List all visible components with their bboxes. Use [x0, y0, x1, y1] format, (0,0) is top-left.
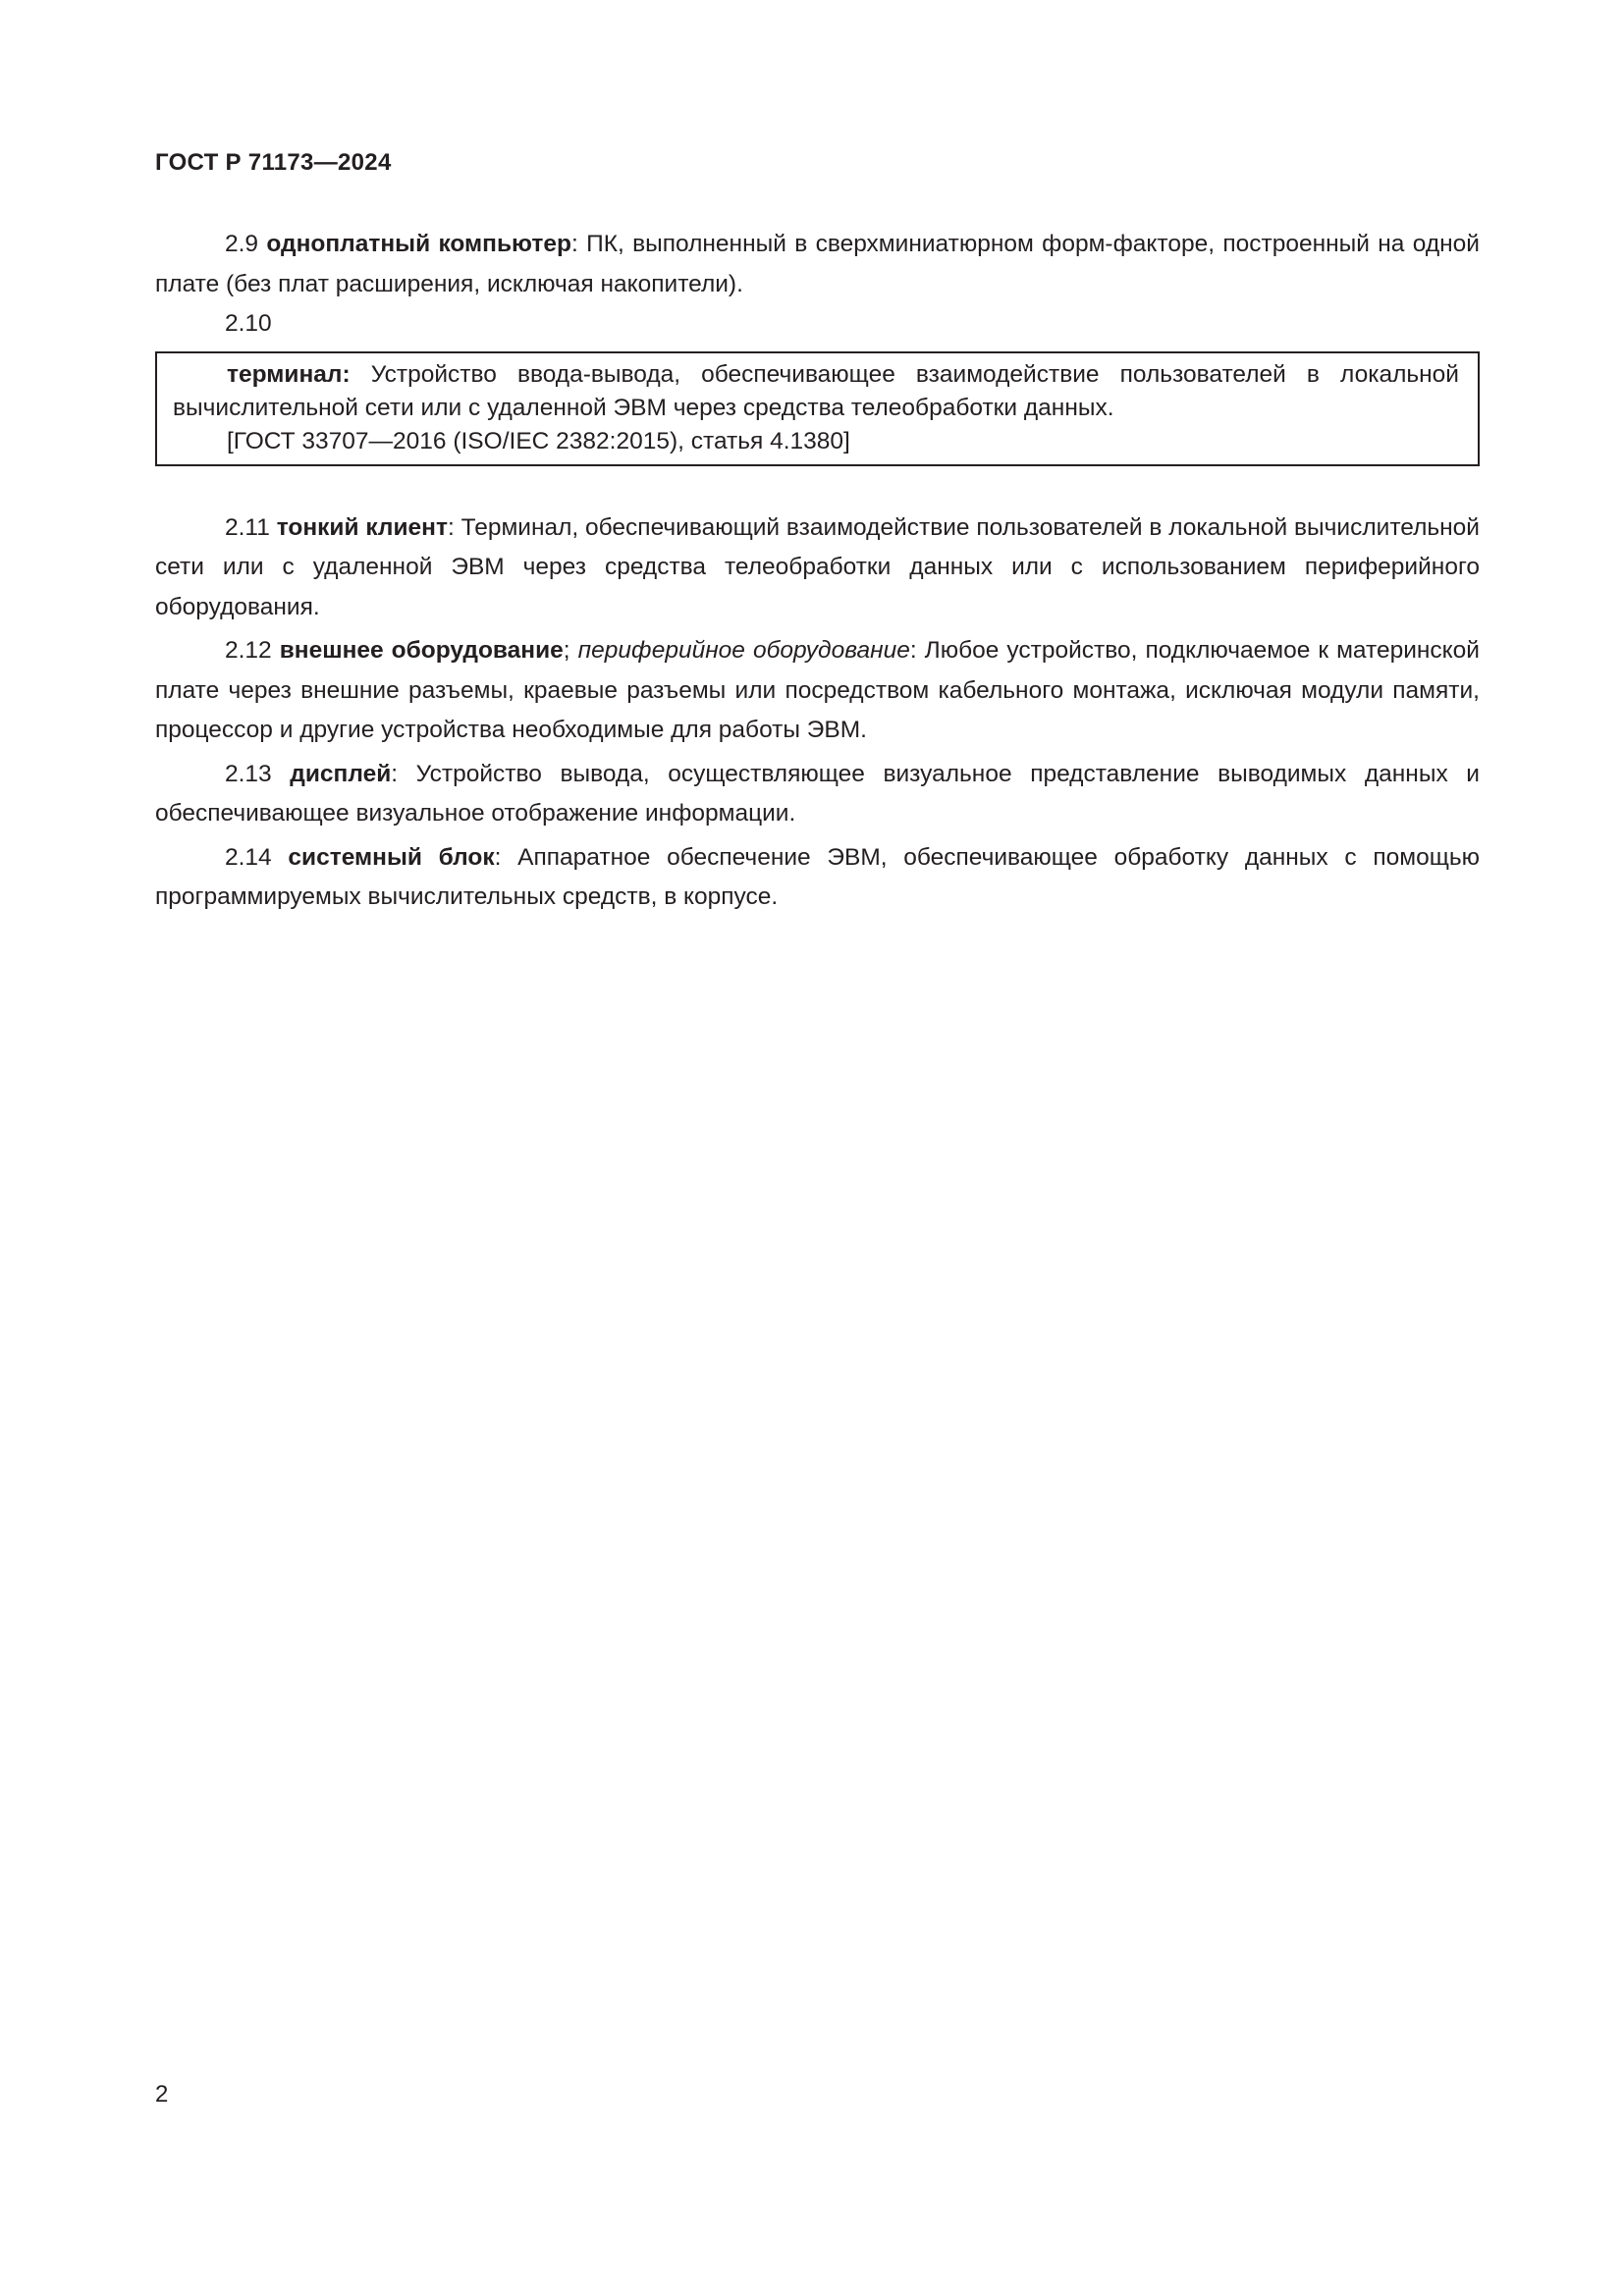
- document-body: [155, 225, 1480, 918]
- term-entry-2-14: [155, 838, 1480, 918]
- page-number: 2: [155, 2081, 169, 2108]
- term: терминал:: [227, 360, 351, 388]
- term: одноплатный компьютер: [266, 231, 571, 257]
- alternative-term: периферийное оборудование: [577, 637, 910, 664]
- term-entry-2-12: [155, 631, 1480, 751]
- entry-number: 2.13: [225, 760, 272, 787]
- entry-number: 2.11: [225, 513, 270, 541]
- entry-number-2-10: 2.10: [225, 310, 272, 337]
- term: дисплей: [290, 760, 392, 787]
- term: тонкий клиент: [276, 513, 448, 541]
- definition: : Устройство вывода, осуществляющее визуальное представление выводимых данных и обеспечивающее визуальное отображение информации.: [155, 760, 1480, 827]
- term-entry-2-9: [155, 225, 1480, 304]
- entry-number: 2.9: [225, 231, 259, 257]
- definition: : Любое устройство, подключаемое к материнской плате через внешние разъемы, краевые разъемы или посредством кабельного монтажа, исключая модули памяти, процессор и другие устройства необходимые для работы ЭВМ.: [155, 637, 1480, 743]
- term-entry-terminal: [173, 358, 1459, 425]
- entry-number: 2.14: [225, 843, 272, 871]
- quoted-definition-box: [155, 351, 1480, 466]
- definition-source: [ГОСТ 33707—2016 (ISO/IEC 2382:2015), статья 4.1380]: [227, 427, 850, 454]
- definition: : ПК, выполненный в сверхминиатюрном форм-факторе, построенный на одной плате (без плат расширения, исключая накопители).: [155, 231, 1480, 297]
- definition: : Терминал, обеспечивающий взаимодействие пользователей в локальной вычислительной сети или с удаленной ЭВМ через средства телеобработки данных или с использованием периферийного оборудования.: [155, 513, 1480, 620]
- term-separator: ;: [563, 637, 578, 664]
- entry-number: 2.12: [225, 637, 272, 664]
- term: системный блок: [288, 843, 495, 871]
- definition: Устройство ввода-вывода, обеспечивающее взаимодействие пользователей в локальной вычислительной сети или с удаленной ЭВМ через средства телеобработки данных.: [173, 360, 1459, 421]
- term-entry-2-11: [155, 508, 1480, 628]
- definition: : Аппаратное обеспечение ЭВМ, обеспечивающее обработку данных с помощью программируемых вычислительных средств, в корпусе.: [155, 843, 1480, 910]
- document-header: ГОСТ Р 71173—2024: [155, 149, 392, 176]
- term: внешнее оборудование: [279, 637, 564, 664]
- term-entry-2-13: [155, 755, 1480, 834]
